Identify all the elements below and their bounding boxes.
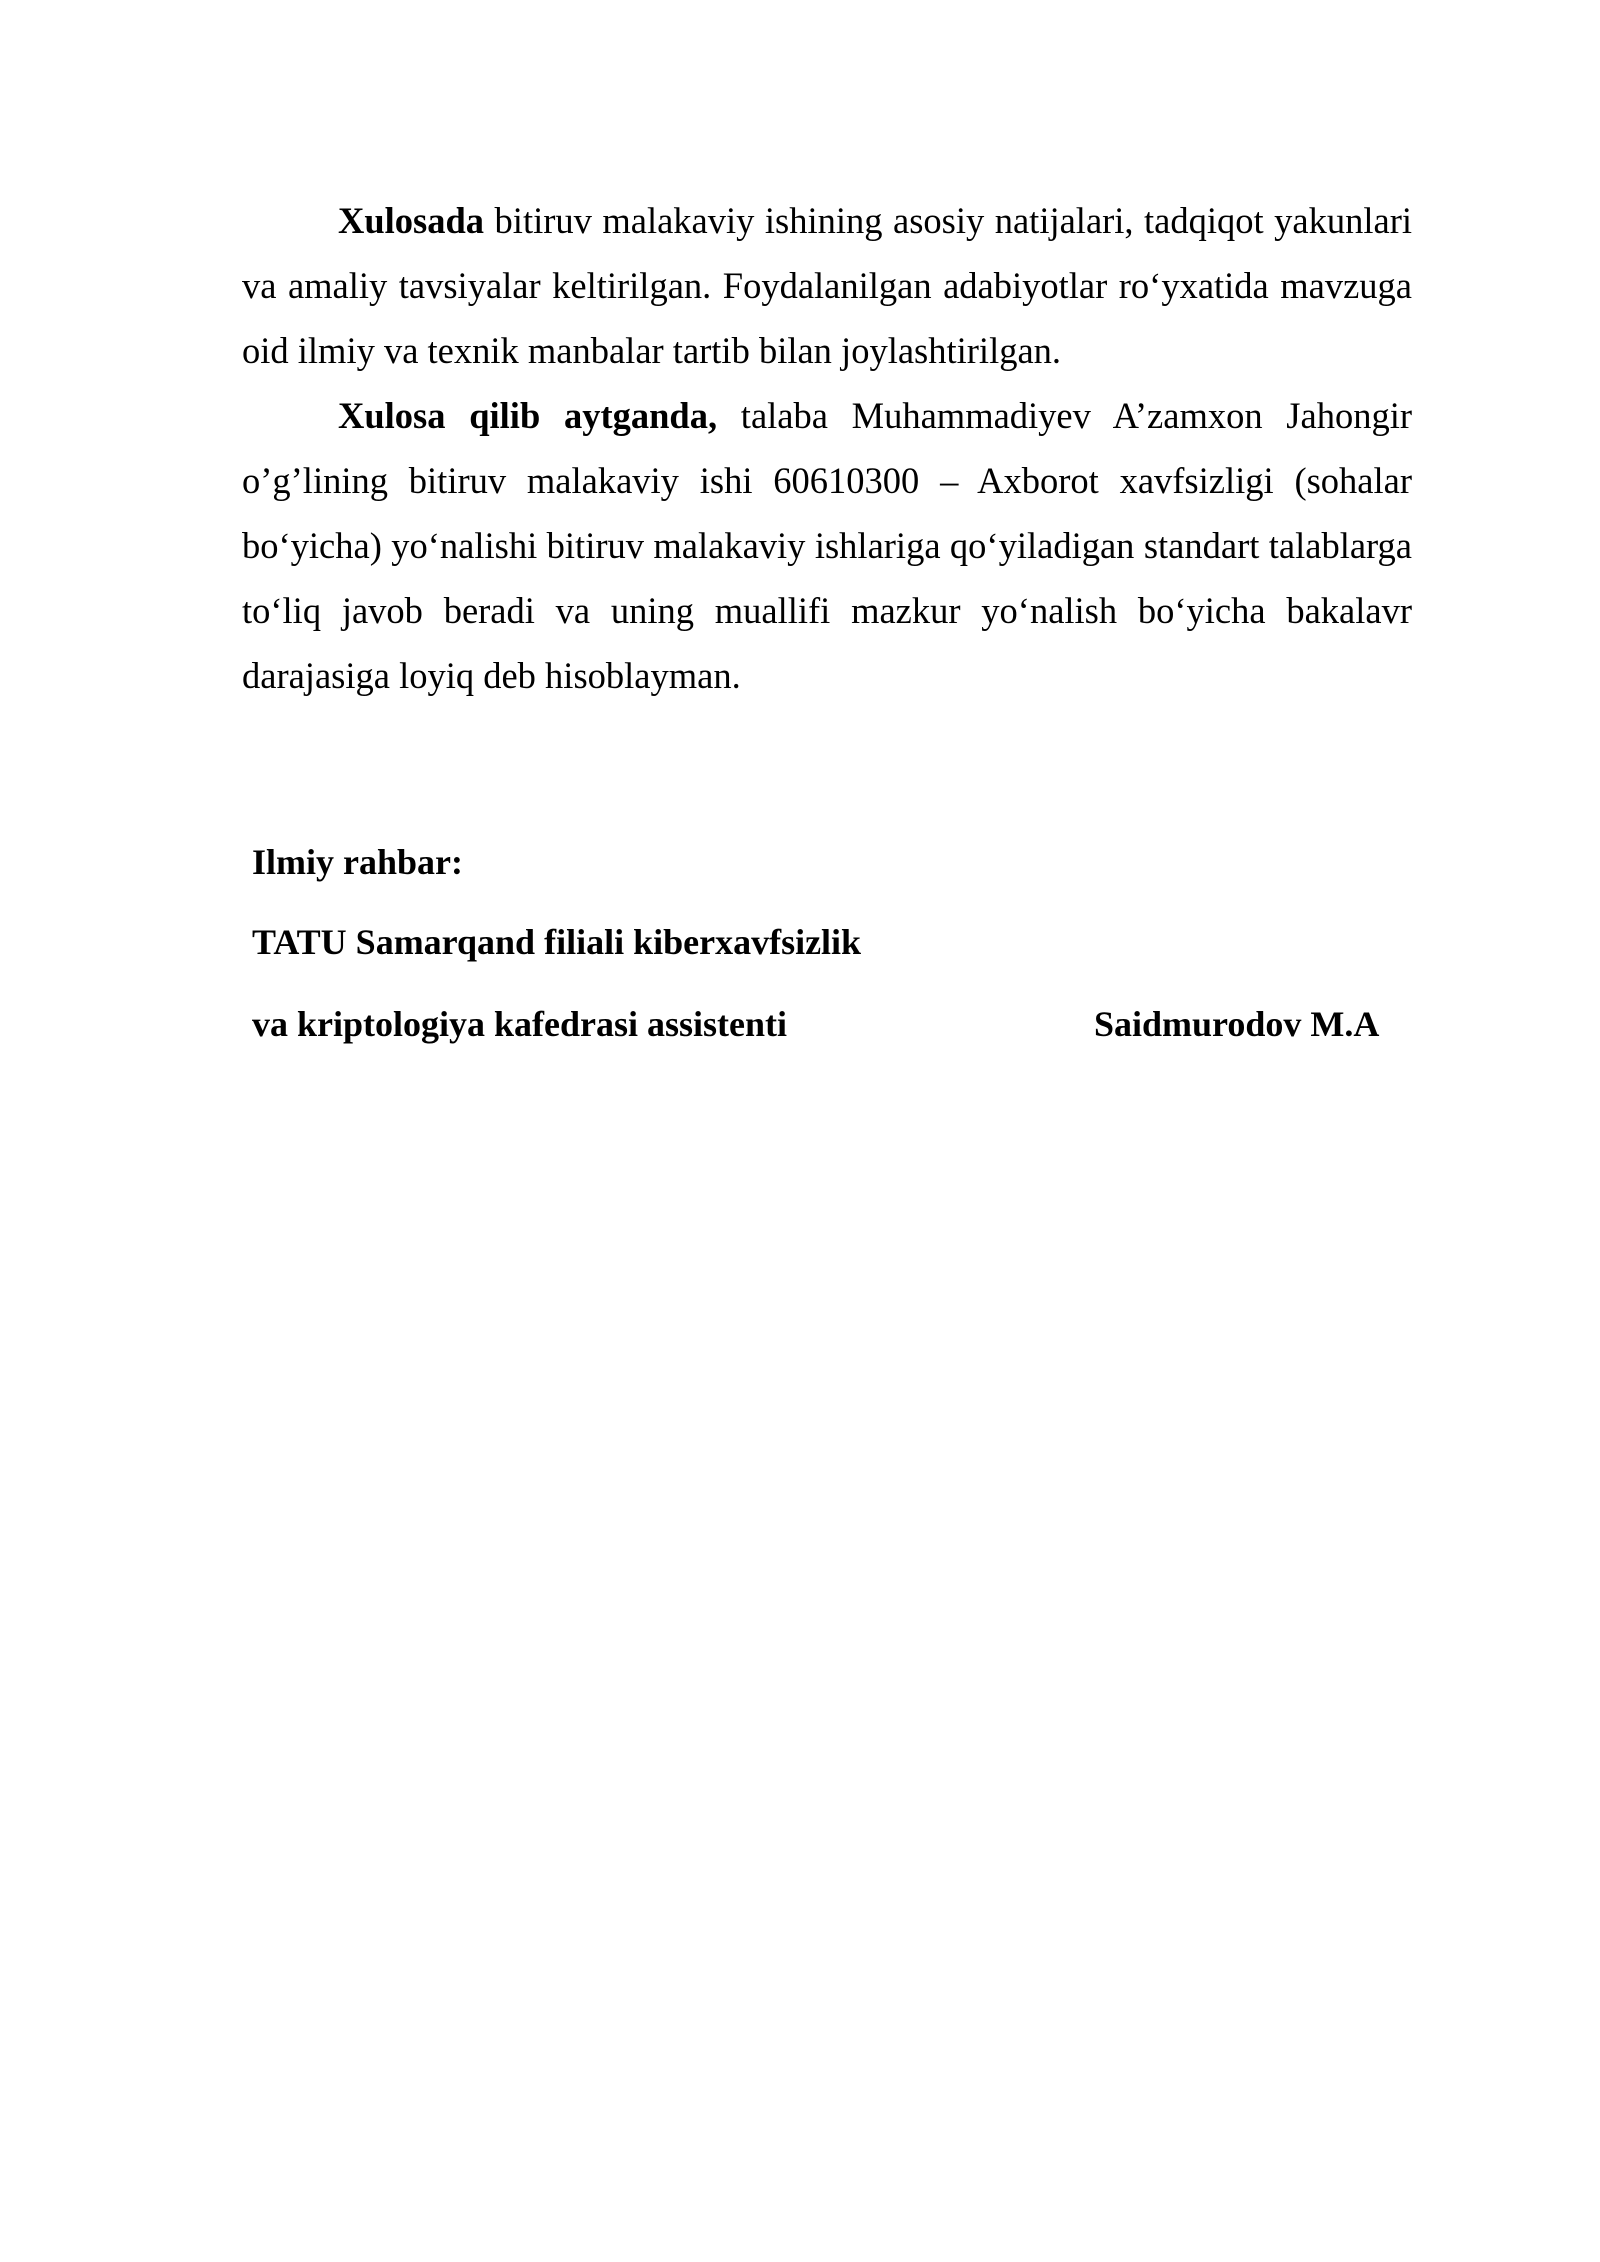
paragraph-summary bbox=[242, 188, 1412, 383]
conclusion-text bbox=[242, 188, 1412, 708]
signature-organization-line-1: TATU Samarqand filiali kiberxavfsizlik bbox=[252, 922, 862, 962]
signature-name: Saidmurodov M.A bbox=[1094, 1004, 1380, 1044]
paragraph-lead: Xulosa qilib aytganda, bbox=[338, 395, 718, 436]
paragraph-lead: Xulosada bbox=[338, 200, 485, 241]
signature-title: Ilmiy rahbar: bbox=[252, 842, 463, 882]
paragraph-conclusion bbox=[242, 383, 1412, 708]
signature-organization-line-2: va kriptologiya kafedrasi assistenti bbox=[252, 1004, 788, 1044]
paragraph-body: talaba Muhammadiyev A’zamxon Jahongir o’g’lining bitiruv malakaviy ishi 60610300 – Axborot xavfsizligi (sohalar bo‘yicha) yo‘nalishi bitiruv malakaviy ishlariga qo‘yiladigan standart talablarga to‘liq javob beradi va uning muallifi mazkur yo‘nalish bo‘yicha bakalavr darajasiga loyiq deb hisoblayman. bbox=[242, 395, 1413, 696]
paragraph-body: bitiruv malakaviy ishining asosiy natijalari, tadqiqot yakunlari va amaliy tavsiyalar keltirilgan. Foydalanilgan adabiyotlar ro‘yxatida mavzuga oid ilmiy va texnik manbalar tartib bilan joylashtirilgan. bbox=[242, 200, 1412, 371]
